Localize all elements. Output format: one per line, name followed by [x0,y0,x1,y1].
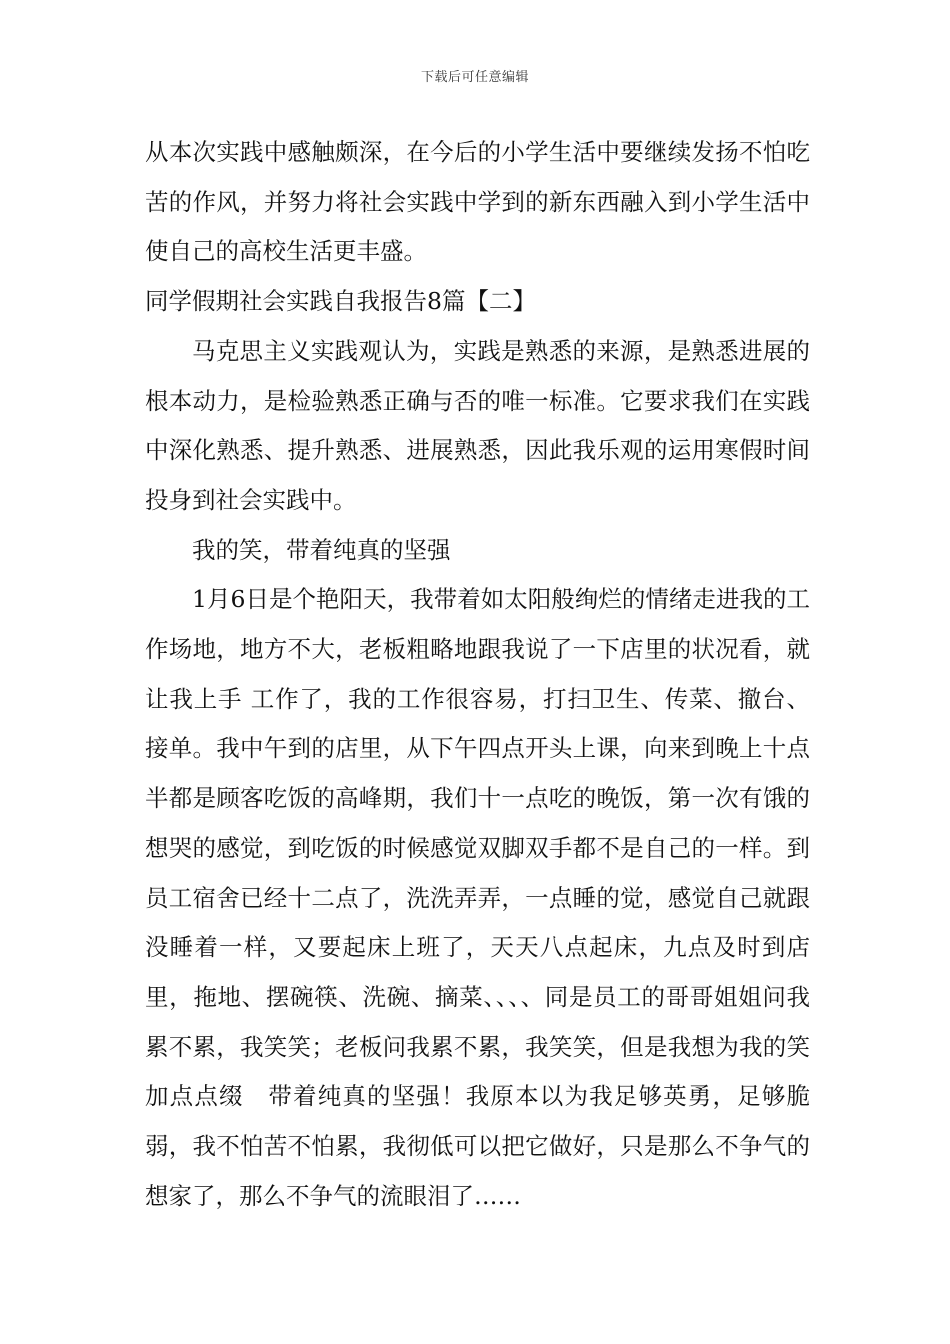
document-body [145,128,810,1221]
page-header: 下载后可任意编辑 [420,70,529,85]
section-title: 同学假期社会实践自我报告8篇【二】 [145,287,536,316]
paragraph-work-story: 1月6日是个艳阳天，我带着如太阳般绚烂的情绪走进我的工作场地，地方不大，老板粗略地跟我说了一下店里的状况看，就让我上手 工作了，我的工作很容易，打扫卫生、传菜、撤台、接单。我中午到的店里，从下午四点开头上课，向来到晚上十点半都是顾客吃饭的高峰期，我们十一点吃的晚饭，第一次有饿的想哭的感觉，到吃饭的时候感觉双脚双手都不是自己的一样。到员工宿舍已经十二点了，洗洗弄弄，一点睡的觉，感觉自己就跟没睡着一样，又要起床上班了，天天八点起床，九点及时到店里，拖地、摆碗筷、洗碗、摘菜、、、、同是员工的哥哥姐姐问我累不累，我笑笑；老板问我累不累，我笑笑，但是我想为我的笑加点点缀 带着纯真的坚强！我原本以为我足够英勇，足够脆弱，我不怕苦不怕累，我彻低可以把它做好，只是那么不争气的想家了，那么不争气的流眼泪了…… [145,585,810,1210]
paragraph-marxism: 马克思主义实践观认为，实践是熟悉的来源，是熟悉进展的根本动力，是检验熟悉正确与否的唯一标准。它要求我们在实践中深化熟悉、提升熟悉、进展熟悉，因此我乐观的运用寒假时间投身到社会实践中。 [145,336,810,514]
subheading-smile: 我的笑，带着纯真的坚强 [192,535,451,564]
paragraph-intro: 从本次实践中感触颇深，在今后的小学生活中要继续发扬不怕吃苦的作风，并努力将社会实践中学到的新东西融入到小学生活中使自己的高校生活更丰盛。 [145,138,810,266]
